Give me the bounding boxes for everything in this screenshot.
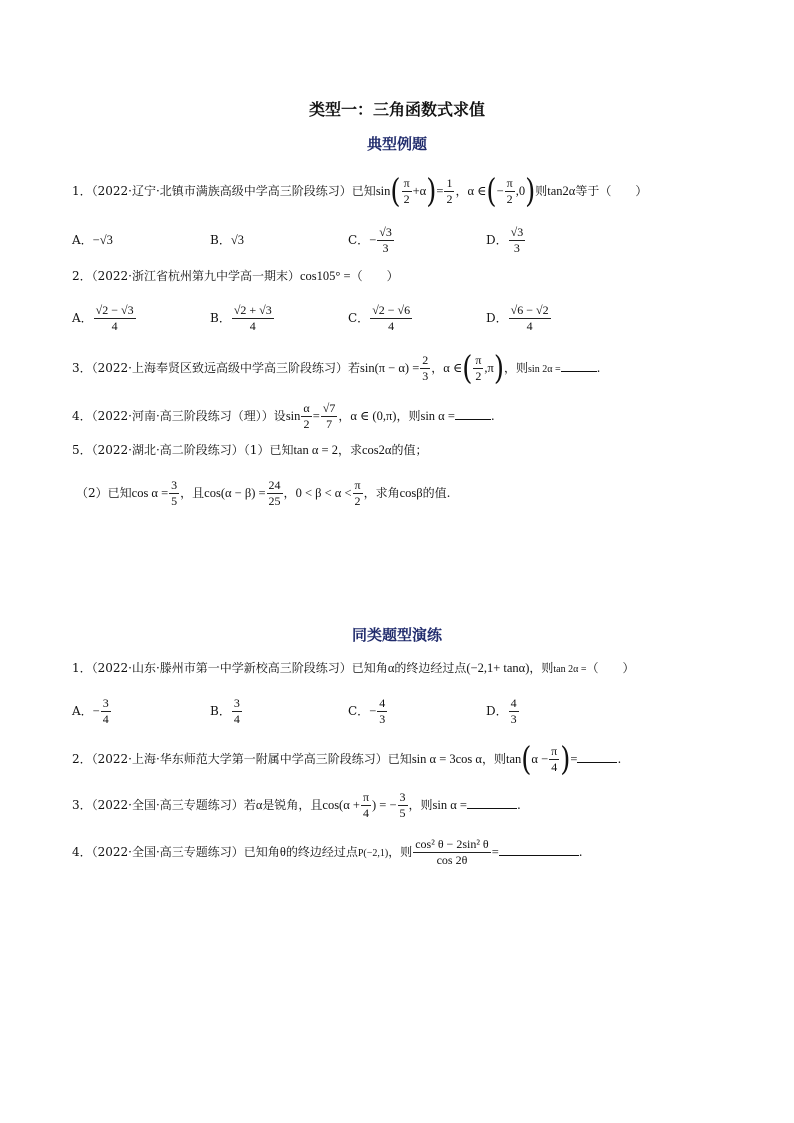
fraction (321, 402, 338, 431)
section-heading-practice: 同类题型演练 (351, 626, 442, 644)
fraction (509, 226, 526, 255)
s1-q3-text: （2022·上海奉贤区致远高级中学高三阶段练习）若 (91, 361, 360, 375)
s1-q1opts-c-neg: − (369, 233, 377, 247)
big-parenthesis: ( (390, 172, 401, 211)
question-1-2 (72, 268, 399, 284)
s1-q5b-f3d: 2 (354, 494, 361, 508)
option-b[interactable] (210, 697, 348, 726)
answer-blank[interactable] (577, 750, 617, 763)
s1-q5b-and: ，且 (180, 486, 205, 500)
fraction (444, 177, 454, 206)
s2-q3-num: 3． (72, 798, 92, 812)
s1-q5b-f3n: π (354, 478, 361, 492)
s2-q1opts-a-neg: − (92, 704, 100, 718)
s2-q2-num: 2． (72, 752, 92, 766)
option-c[interactable] (348, 304, 486, 333)
s1-q1opts-c-d: 3 (382, 241, 389, 255)
option-d[interactable] (486, 697, 520, 726)
section-heading-examples: 典型例题 (366, 135, 427, 153)
s1-q3-f2n: π (475, 353, 482, 367)
s2-q4-pt: P(−2,1) (357, 848, 389, 859)
s1-q2opts-d: D． (486, 311, 508, 325)
s1-q2-ask: （ ） (350, 269, 399, 283)
s1-q1-neg: − (496, 184, 504, 198)
s1-q1-f1d: 2 (403, 192, 410, 206)
s1-q4-f1d: 2 (303, 417, 310, 431)
s1-q3-end: . (596, 361, 601, 375)
s1-q5-num: 5． (72, 443, 92, 457)
s1-q4-end: . (490, 409, 495, 423)
s1-q1-comma: ， (455, 184, 468, 198)
fraction (377, 697, 387, 726)
s2-q2-fd: 4 (551, 760, 558, 774)
s1-q1-plus-a: +α (412, 184, 427, 198)
s1-q3-pi: ,π (484, 361, 494, 375)
answer-blank[interactable] (467, 796, 517, 809)
s2-q2-then: ，则 (481, 752, 506, 766)
option-b[interactable] (210, 304, 348, 333)
fraction (101, 697, 111, 726)
answer-blank[interactable] (499, 843, 579, 856)
s1-q5-expr: tan α = 2 (293, 443, 338, 457)
s2-q4-num: 4． (72, 845, 92, 859)
option-d[interactable] (486, 226, 526, 255)
s2-q1opts-c-d: 3 (379, 712, 386, 726)
option-d[interactable] (486, 304, 552, 333)
fraction (232, 697, 242, 726)
s2-q1-expr: tan 2α = (553, 664, 587, 675)
s1-q3-then: ，则 (504, 361, 529, 375)
fraction (413, 838, 490, 867)
s1-q4-a-in: α ∈ (0,π) (350, 409, 397, 423)
s1-q5b-part: （2）已知 (76, 486, 132, 500)
answer-blank[interactable] (455, 407, 491, 420)
s2-q3-then: ，则 (408, 798, 433, 812)
s2-q2-eq: = (570, 752, 578, 766)
s1-q5b-expr: cosβ (399, 486, 423, 500)
fraction (402, 177, 412, 206)
s2-q4-fn: cos² θ − 2sin² θ (415, 837, 489, 851)
question-source: （2022·辽宁·北镇市满族高级中学高三阶段练习）已知 (91, 184, 376, 198)
question-1-5 (72, 442, 427, 458)
s2-q4-text: （2022·全国·高三专题练习）已知角 (91, 845, 280, 859)
fraction (94, 304, 136, 333)
option-a[interactable] (72, 232, 210, 248)
s2-q4-eq: = (491, 845, 499, 859)
s2-q1-num: 1． (72, 661, 92, 675)
s1-q1-f2n: 1 (446, 176, 453, 190)
s2-q1opts-b-d: 4 (233, 712, 240, 726)
s1-q5b-f2n: 24 (268, 478, 281, 492)
fraction (267, 479, 283, 508)
s1-q2-text: （2022·浙江省杭州第九中学高一期末） (91, 269, 300, 283)
s1-q2-num: 2． (72, 269, 92, 283)
s2-q4-mid: 的终边经过点 (285, 845, 358, 859)
s2-q4-fd: cos 2θ (436, 853, 468, 867)
s1-q4-text: （2022·河南·高三阶段练习（理））设 (91, 409, 286, 423)
s2-q1-ask: （ ） (586, 661, 635, 675)
s1-q1-f1n: π (403, 176, 410, 190)
question-2-4 (72, 838, 583, 867)
s2-q4-then: ，则 (388, 845, 413, 859)
s1-q1-a-in: α ∈ (467, 184, 487, 198)
s1-q4-comma: ， (338, 409, 351, 423)
s2-q1-alpha: α (387, 661, 395, 675)
answer-blank[interactable] (561, 359, 597, 372)
s2-q1opts-a: A． (72, 704, 93, 718)
fraction (549, 745, 559, 774)
question-number: 1． (72, 184, 92, 198)
s1-q4-expr: sin α = (420, 409, 455, 423)
s1-q4-then: ，则 (396, 409, 421, 423)
s1-q1-ask: 等于（ ） (575, 184, 648, 198)
s2-q1opts-c-neg: − (369, 704, 377, 718)
s1-q1opts-b-val: √3 (230, 233, 244, 247)
s1-q1-eq: = (436, 184, 444, 198)
s2-q3-f1n: π (362, 790, 370, 804)
s1-q2opts-a-d: 4 (111, 319, 118, 333)
s1-q2opts-d-d: 4 (526, 319, 533, 333)
s2-q1opts-a-d: 4 (102, 712, 109, 726)
fraction (353, 479, 363, 508)
s1-q5-end: 的值； (391, 443, 428, 457)
option-c[interactable] (348, 226, 486, 255)
s2-q3-mid: 是锐角，且 (262, 798, 323, 812)
s1-q1opts-c-n: √3 (379, 225, 392, 239)
s1-q1-f2d: 2 (446, 192, 453, 206)
fraction (232, 304, 274, 333)
s2-q3-text: （2022·全国·高三专题练习）若 (91, 798, 256, 812)
s1-q3-expr: sin(π − α) = (360, 361, 420, 375)
s1-q4-f1n: α (303, 401, 310, 415)
s1-q5-expr2: cos2α (361, 443, 392, 457)
s1-q4-eq: = (312, 409, 320, 423)
big-parenthesis: ) (426, 172, 437, 211)
s2-q2-a-minus: α − (531, 752, 549, 766)
fraction (361, 791, 371, 820)
s2-q2-tan: tan (505, 752, 522, 766)
s2-q3-end: . (516, 798, 521, 812)
s2-q1opts-d-n: 4 (510, 696, 517, 710)
s2-q2-fn: π (551, 744, 558, 758)
s1-q5b-f2d: 25 (268, 494, 281, 508)
fraction (398, 791, 408, 820)
fraction (301, 402, 311, 431)
s1-q5b-ask: ，求角 (363, 486, 400, 500)
s1-q2opts-c-n: √2 − √6 (372, 303, 411, 317)
s2-q2-end: . (617, 752, 622, 766)
s1-q1-f3d: 2 (506, 192, 513, 206)
s1-q2opts-d-n: √6 − √2 (510, 303, 549, 317)
question-2-1 (72, 660, 635, 678)
options-1-1 (72, 226, 526, 255)
s1-q1-zero: ,0 (515, 184, 526, 198)
s1-q3-f2d: 2 (475, 369, 482, 383)
fraction (505, 177, 515, 206)
s1-q4-sin: sin (285, 409, 301, 423)
s1-q1opts-d: D． (486, 233, 508, 247)
s1-q4-f2d: 7 (326, 417, 333, 431)
s1-q1opts-d-n: √3 (510, 225, 524, 239)
s1-q1opts-a: A． (72, 233, 93, 247)
s1-q5b-cos: cos α = (131, 486, 169, 500)
s1-q3-a-in: α ∈ (443, 361, 463, 375)
fraction (509, 697, 519, 726)
s2-q3-cos: cos(α + (322, 798, 360, 812)
s1-q5-text: （2022·湖北·高二阶段练习）（1）已知 (91, 443, 294, 457)
question-1-1 (72, 172, 648, 211)
s2-q1opts-a-n: 3 (102, 696, 109, 710)
page-title: 类型一：三角函数式求值 (308, 100, 485, 119)
s1-q2opts-a-n: √2 − √3 (95, 303, 134, 317)
options-2-1 (72, 697, 520, 726)
s1-q2opts-b: B． (210, 311, 231, 325)
s1-q5b-f1d: 5 (171, 494, 178, 508)
fraction (169, 479, 179, 508)
s1-q5b-comma: ， (283, 486, 296, 500)
option-b[interactable] (210, 232, 348, 248)
s1-q1opts-d-d: 3 (513, 241, 520, 255)
s1-q1-sin: sin (375, 184, 391, 198)
question-2-2 (72, 740, 622, 779)
s2-q1-pt: (−2,1+ tanα) (466, 661, 530, 675)
s1-q1opts-b: B． (210, 233, 231, 247)
big-parenthesis: ) (560, 740, 571, 779)
s1-q5-mid: ，求 (337, 443, 362, 457)
s2-q3-f2d: 5 (399, 806, 406, 820)
s1-q1opts-c: C． (348, 233, 370, 247)
big-parenthesis: ( (486, 172, 497, 211)
s1-q1opts-a-val: −√3 (92, 233, 113, 247)
s2-q4-theta: θ (279, 845, 286, 859)
s2-q1opts-b-n: 3 (233, 696, 240, 710)
s1-q1-then: 则 (535, 184, 548, 198)
s2-q4-end: . (578, 845, 583, 859)
s2-q1opts-d-d: 3 (510, 712, 517, 726)
s1-q4-num: 4． (72, 409, 92, 423)
question-1-3 (72, 349, 601, 388)
s1-q1-tan2a: tan2α (547, 184, 576, 198)
fraction (473, 354, 483, 383)
option-c[interactable] (348, 697, 486, 726)
s2-q1-mid: 的终边经过点 (394, 661, 467, 675)
s1-q5b-cos2: cos(α − β) = (204, 486, 266, 500)
s2-q3-f1d: 4 (362, 806, 369, 820)
big-parenthesis: ( (521, 740, 532, 779)
s1-q3-expr2: sin 2α = (528, 364, 561, 375)
question-2-3 (72, 791, 521, 820)
s2-q3-expr: sin α = (432, 798, 467, 812)
s2-q3-f2n: 3 (399, 790, 406, 804)
fraction (370, 304, 412, 333)
s1-q2opts-a: A． (72, 311, 93, 325)
s2-q3-rp: ) = − (372, 798, 397, 812)
s1-q3-comma: ， (431, 361, 444, 375)
s1-q3-num: 3． (72, 361, 92, 375)
question-1-4 (72, 402, 495, 431)
s1-q2opts-c: C． (348, 311, 370, 325)
s2-q1-text: （2022·山东·滕州市第一中学新校高三阶段练习）已知角 (91, 661, 388, 675)
s1-q2opts-c-d: 4 (388, 319, 395, 333)
fraction (377, 226, 394, 255)
option-a[interactable] (72, 304, 210, 333)
s2-q1opts-b: B． (210, 704, 231, 718)
s2-q2-expr: sin α = 3cos α (411, 752, 482, 766)
s2-q2-text: （2022·上海·华东师范大学第一附属中学高三阶段练习）已知 (91, 752, 412, 766)
s2-q1opts-d: D． (486, 704, 508, 718)
big-parenthesis: ) (493, 349, 505, 388)
options-1-2 (72, 304, 552, 333)
s1-q3-f1d: 3 (422, 369, 429, 383)
s1-q2opts-b-n: √2 + √3 (233, 303, 272, 317)
s2-q1-then: ，则 (529, 661, 554, 675)
s2-q1opts-c-n: 4 (379, 696, 386, 710)
question-1-5-part-2 (76, 479, 450, 508)
option-a[interactable] (72, 697, 210, 726)
fraction (420, 354, 430, 383)
s1-q3-f1n: 2 (422, 353, 429, 367)
s1-q5b-ineq: 0 < β < α < (295, 486, 352, 500)
s1-q5b-f1n: 3 (171, 478, 178, 492)
big-parenthesis: ( (462, 349, 473, 388)
s1-q1-f3n: π (506, 176, 513, 190)
s1-q2-expr: cos105° = (300, 269, 351, 283)
fraction (509, 304, 551, 333)
s1-q2opts-b-d: 4 (249, 319, 256, 333)
big-parenthesis: ) (525, 172, 536, 211)
s2-q1opts-c: C． (348, 704, 370, 718)
s2-q3-alpha: α (255, 798, 263, 812)
s1-q5b-end: 的值. (422, 486, 451, 500)
s1-q4-f2n: √7 (322, 401, 336, 415)
